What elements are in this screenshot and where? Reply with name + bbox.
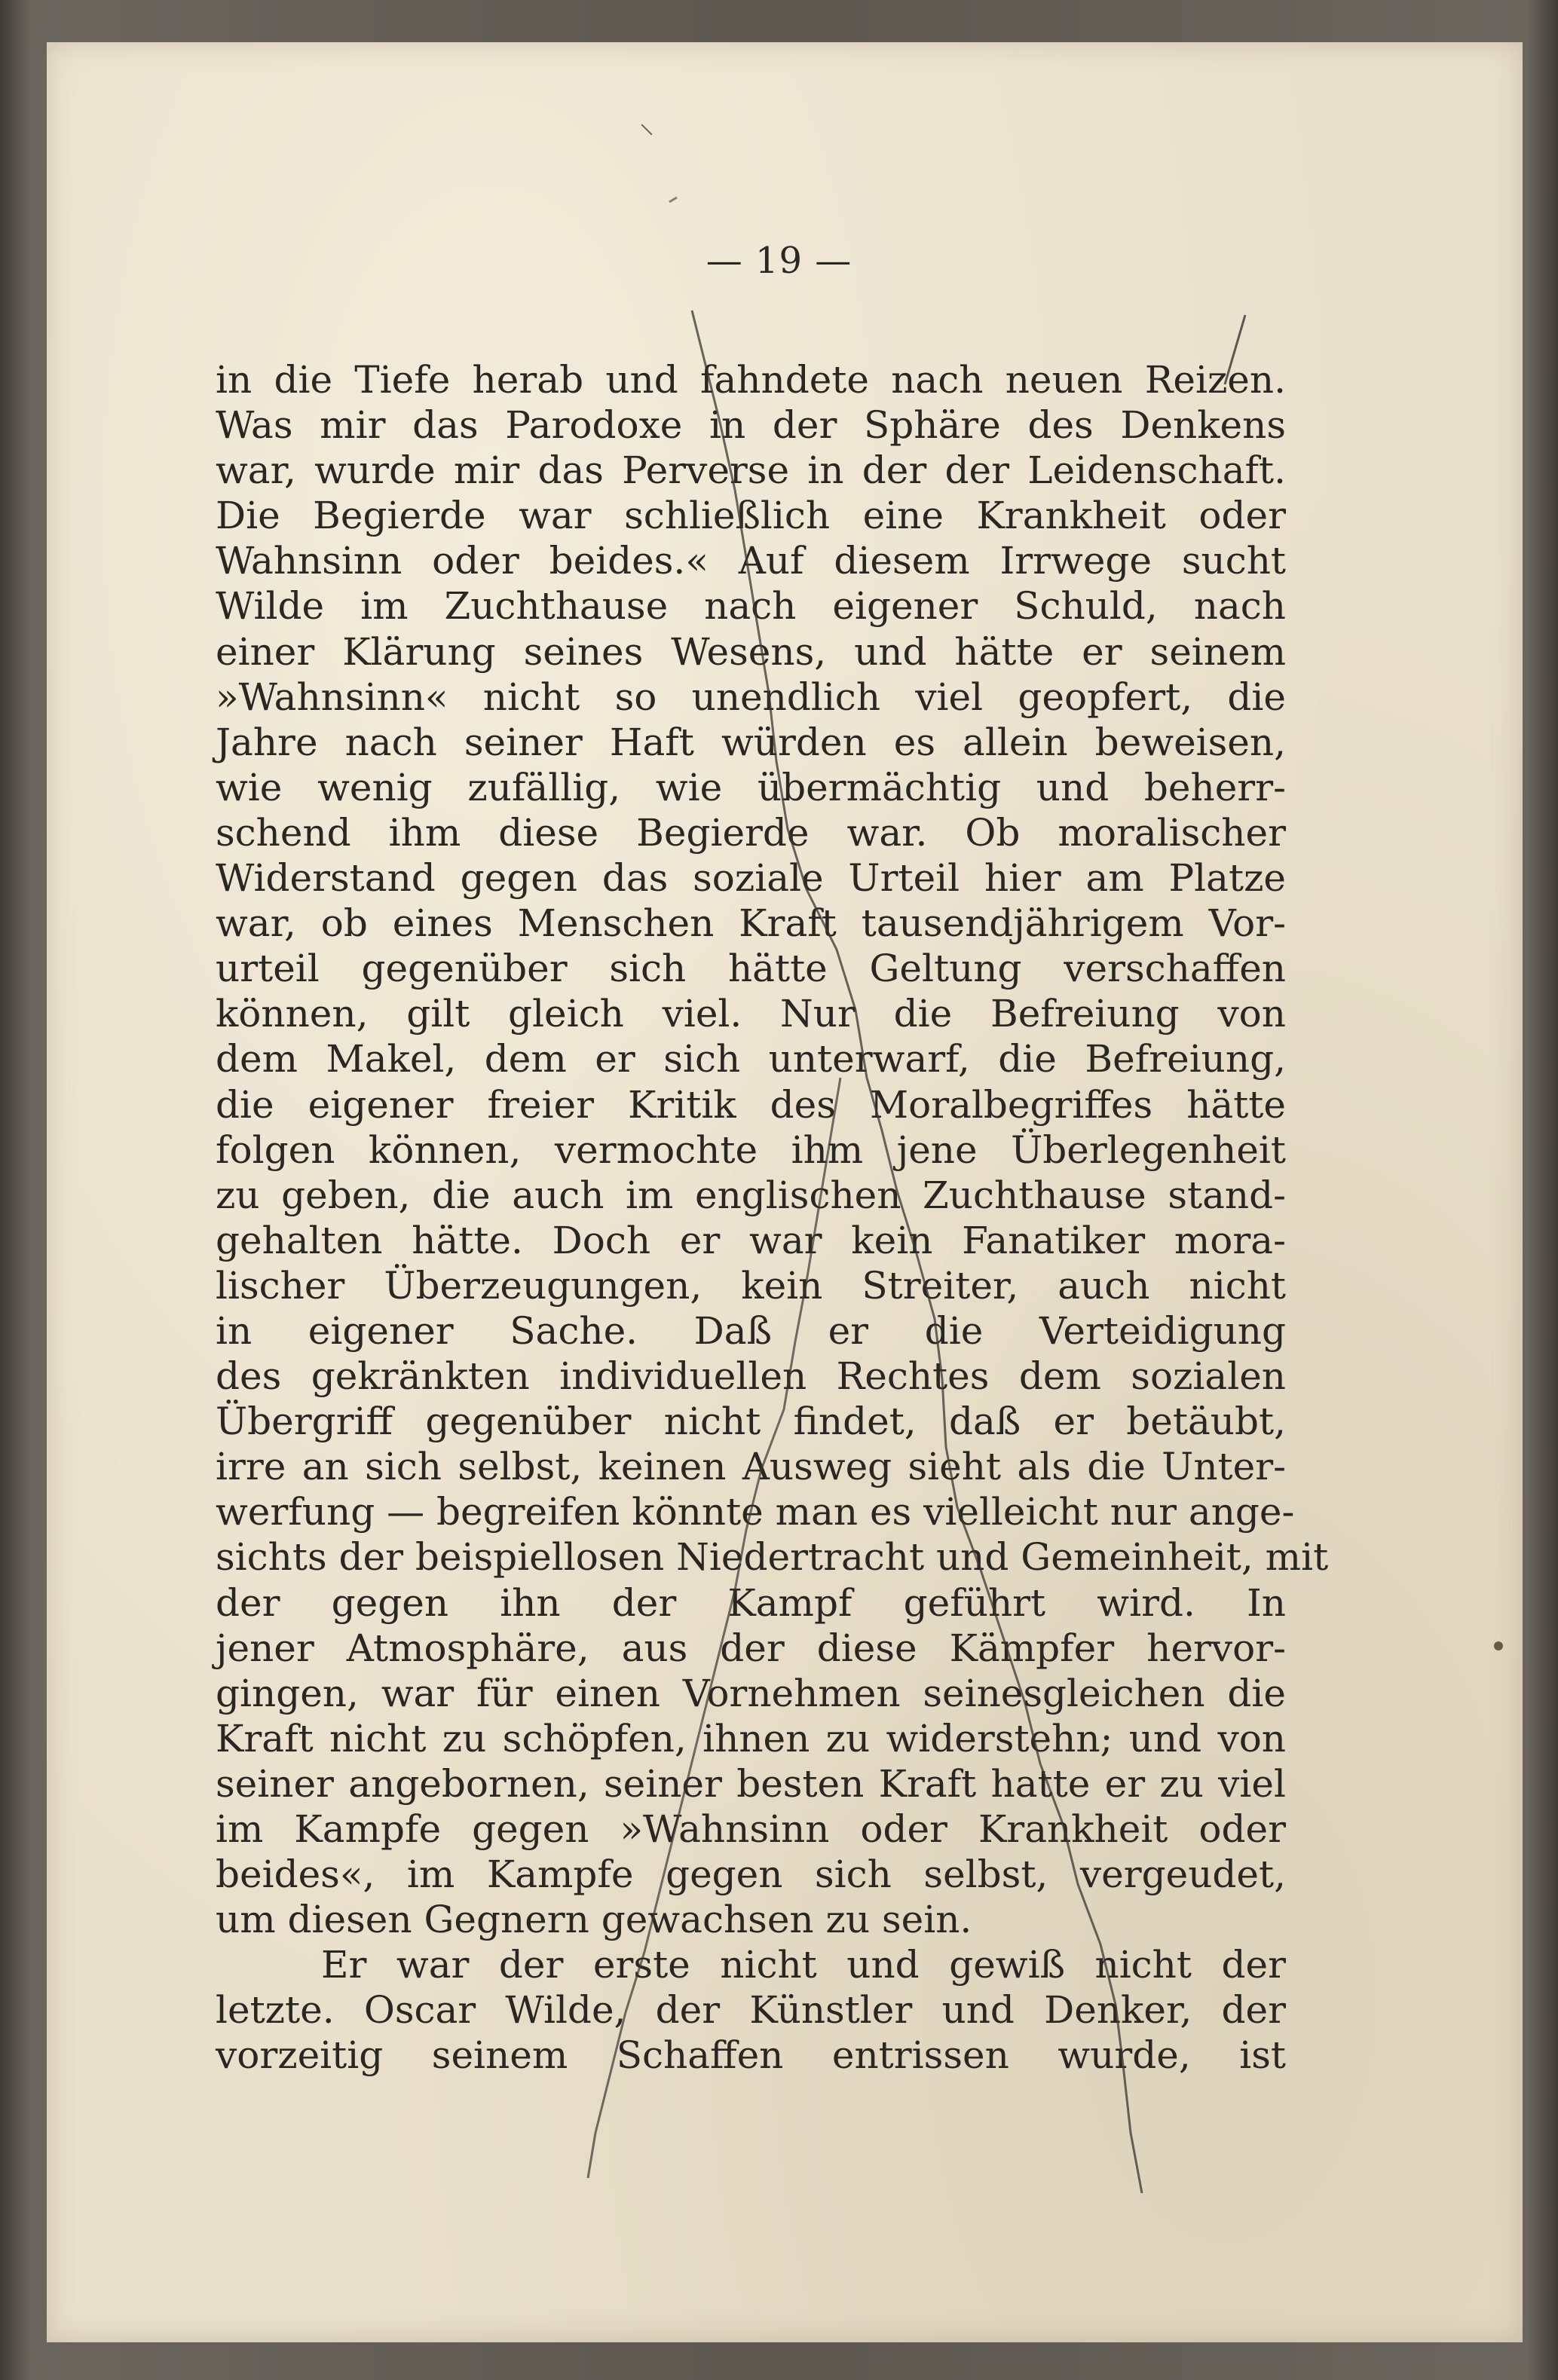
text-line: Wilde im Zuchthause nach eigener Schuld, nach	[216, 584, 1286, 629]
text-line: letzte. Oscar Wilde, der Künstler und Denker, der	[216, 1988, 1286, 2033]
text-line: um diesen Gegnern gewachsen zu sein.	[216, 1898, 972, 1942]
text-line: vorzeitig seinem Schaffen entrissen wurde, ist	[216, 2033, 1286, 2078]
ink-dot	[1494, 1641, 1503, 1650]
text-line: einer Klärung seines Wesens, und hätte er seinem	[216, 629, 1286, 674]
text-line: lischer Überzeugungen, kein Streiter, auch nicht	[216, 1263, 1286, 1308]
text-line: »Wahnsinn« nicht so unendlich viel geopfert, die	[216, 675, 1286, 719]
text-line: in eigener Sache. Daß er die Verteidigung	[216, 1308, 1286, 1353]
text-line: die eigener freier Kritik des Moralbegriffes hätte	[216, 1082, 1286, 1127]
text-line: dem Makel, dem er sich unterwarf, die Befreiung,	[216, 1037, 1286, 1081]
page-number: — 19 —	[706, 240, 852, 282]
text-line: Er war der erste nicht und gewiß nicht der	[321, 1943, 1286, 1987]
text-line: folgen können, vermochte ihm jene Überlegenheit	[216, 1127, 1286, 1172]
text-line: Was mir das Parodoxe in der Sphäre des Denkens	[216, 403, 1286, 448]
text-line: des gekränkten individuellen Rechtes dem sozialen	[216, 1354, 1286, 1399]
text-line: Kraft nicht zu schöpfen, ihnen zu widerstehn; und von	[216, 1716, 1286, 1761]
text-line: Widerstand gegen das soziale Urteil hier am Platze	[216, 856, 1286, 901]
text-line: wie wenig zufällig, wie übermächtig und beherr-	[216, 765, 1286, 809]
text-line: jener Atmosphäre, aus der diese Kämpfer hervor-	[216, 1626, 1286, 1670]
body-text	[216, 357, 1329, 2079]
text-line: Jahre nach seiner Haft würden es allein beweisen,	[216, 720, 1286, 764]
text-line: können, gilt gleich viel. Nur die Befreiung von	[216, 992, 1286, 1036]
text-line: urteil gegenüber sich hätte Geltung verschaffen	[216, 947, 1286, 991]
text-line: werfung — begreifen könnte man es vielleicht nur ange-	[216, 1490, 1295, 1534]
text-line: seiner angebornen, seiner besten Kraft hatte er zu viel	[216, 1761, 1286, 1806]
text-line: Übergriff gegenüber nicht findet, daß er betäubt,	[216, 1400, 1286, 1444]
text-line: Wahnsinn oder beides.« Auf diesem Irrwege sucht	[216, 539, 1286, 583]
text-line: beides«, im Kampfe gegen sich selbst, vergeudet,	[216, 1852, 1286, 1897]
text-line: war, ob eines Menschen Kraft tausendjährigem Vor-	[216, 901, 1286, 946]
text-line: zu geben, die auch im englischen Zuchthause stand-	[216, 1173, 1286, 1217]
text-line: gehalten hätte. Doch er war kein Fanatiker mora-	[216, 1218, 1286, 1262]
text-line: war, wurde mir das Perverse in der der Leidenschaft.	[216, 448, 1286, 493]
pencil-mark-top: ⸌	[639, 118, 654, 153]
text-line: gingen, war für einen Vornehmen seinesgleichen die	[216, 1671, 1286, 1715]
text-line: Die Begierde war schließlich eine Krankheit oder	[216, 494, 1286, 538]
text-line: irre an sich selbst, keinen Ausweg sieht als die Unter-	[216, 1445, 1286, 1489]
text-line: sichts der beispiellosen Niedertracht und Gemeinheit, mit	[216, 1535, 1329, 1580]
text-line: in die Tiefe herab und fahndete nach neuen Reizen.	[216, 358, 1286, 402]
text-line: der gegen ihn der Kampf geführt wird. In	[216, 1580, 1286, 1625]
text-line: schend ihm diese Begierde war. Ob moralischer	[216, 810, 1286, 855]
text-line: im Kampfe gegen »Wahnsinn oder Krankheit oder	[216, 1807, 1286, 1851]
